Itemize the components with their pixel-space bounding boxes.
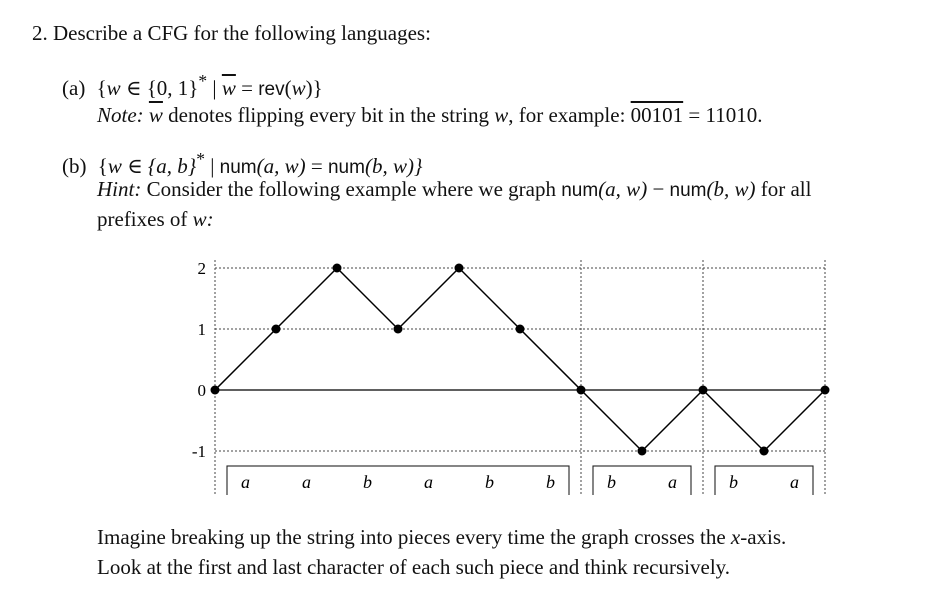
character-label: b [729,472,738,492]
num-arg-b: (b, w) [706,177,756,201]
hint-text-2: for all [760,177,812,201]
rev-function: rev [258,79,285,100]
closing-text-a: Imagine breaking up the string into pieces every time the graph crosses the [97,525,726,549]
character-label: a [302,472,311,492]
num-arg-a: (a, w) [256,154,306,178]
data-point [577,386,586,395]
set-open: { [96,76,107,100]
note-var: $\overline{w}$ [148,103,163,127]
hint-line2-text: prefixes of [97,207,188,231]
prefix-difference-chart [188,255,840,495]
data-point [333,264,342,273]
note-label: Note: [97,103,144,127]
num-function: num [669,180,707,201]
num-function: num [219,157,257,178]
part-a-statement [62,68,323,103]
data-point [516,325,525,334]
series-line [215,268,825,451]
note-var2: w [494,103,509,127]
note-example: 00101 [630,103,684,127]
part-a-label: (a) [62,76,86,100]
set-var: w [107,154,122,178]
character-label: a [241,472,250,492]
in-symbol: ∈ [127,154,143,178]
set-var: w [106,76,121,100]
arg-var: w [291,76,306,100]
character-label: a [424,472,433,492]
character-label: a [790,472,799,492]
note-result: 11010. [705,103,763,127]
data-point [272,325,281,334]
character-label: a [668,472,677,492]
num-function: num [561,180,599,201]
closing-text-b: -axis. [740,525,787,549]
piece-box [227,466,569,495]
data-point [455,264,464,273]
alphabet: {0, 1} [146,76,199,100]
character-label: b [546,472,555,492]
part-b-hint [97,176,811,204]
set-open: { [97,154,108,178]
character-label: b [363,472,372,492]
hint-label: Hint: [97,177,142,201]
equals: = [310,154,323,178]
character-label: b [607,472,616,492]
kleene-star: * [198,71,208,91]
part-a-note [97,102,763,128]
arg-open: ( [284,76,292,100]
y-tick-label: 2 [197,259,206,278]
num-function: num [327,157,365,178]
data-point [211,386,220,395]
data-point [638,447,647,456]
data-point [760,447,769,456]
closing-line-2: Look at the first and last character of each such piece and think recursively. [97,555,731,579]
note-equals: = [688,103,701,127]
set-bar: | [210,154,215,178]
arg-close: )} [305,76,323,100]
kleene-star: * [196,149,205,169]
num-arg-a: (a, w) [598,177,648,201]
in-symbol: ∈ [125,76,142,100]
alphabet: {a, b} [147,154,197,178]
closing-line-1 [97,524,786,550]
closing-var: x [730,525,741,549]
hint-line2-var: w: [192,207,214,231]
character-label: b [485,472,494,492]
set-bar: | [212,76,217,100]
data-point [394,325,403,334]
problem-heading: 2. Describe a CFG for the following languages: [32,21,431,45]
hint-text-1: Consider the following example where we graph [146,177,556,201]
equals: = [241,76,253,100]
part-b-hint-line2 [97,206,214,232]
minus: − [652,177,665,201]
data-point [821,386,830,395]
data-point [699,386,708,395]
num-arg-b: (b, w)} [364,154,423,178]
flipped-w: $\overline{w}$ [221,76,236,100]
y-tick-label: -1 [191,442,206,461]
note-text-1: denotes flipping every bit in the string [168,103,489,127]
note-text-2: , for example: [508,103,626,127]
part-b-label: (b) [62,154,87,178]
y-tick-label: 1 [197,320,206,339]
y-tick-label: 0 [197,381,206,400]
